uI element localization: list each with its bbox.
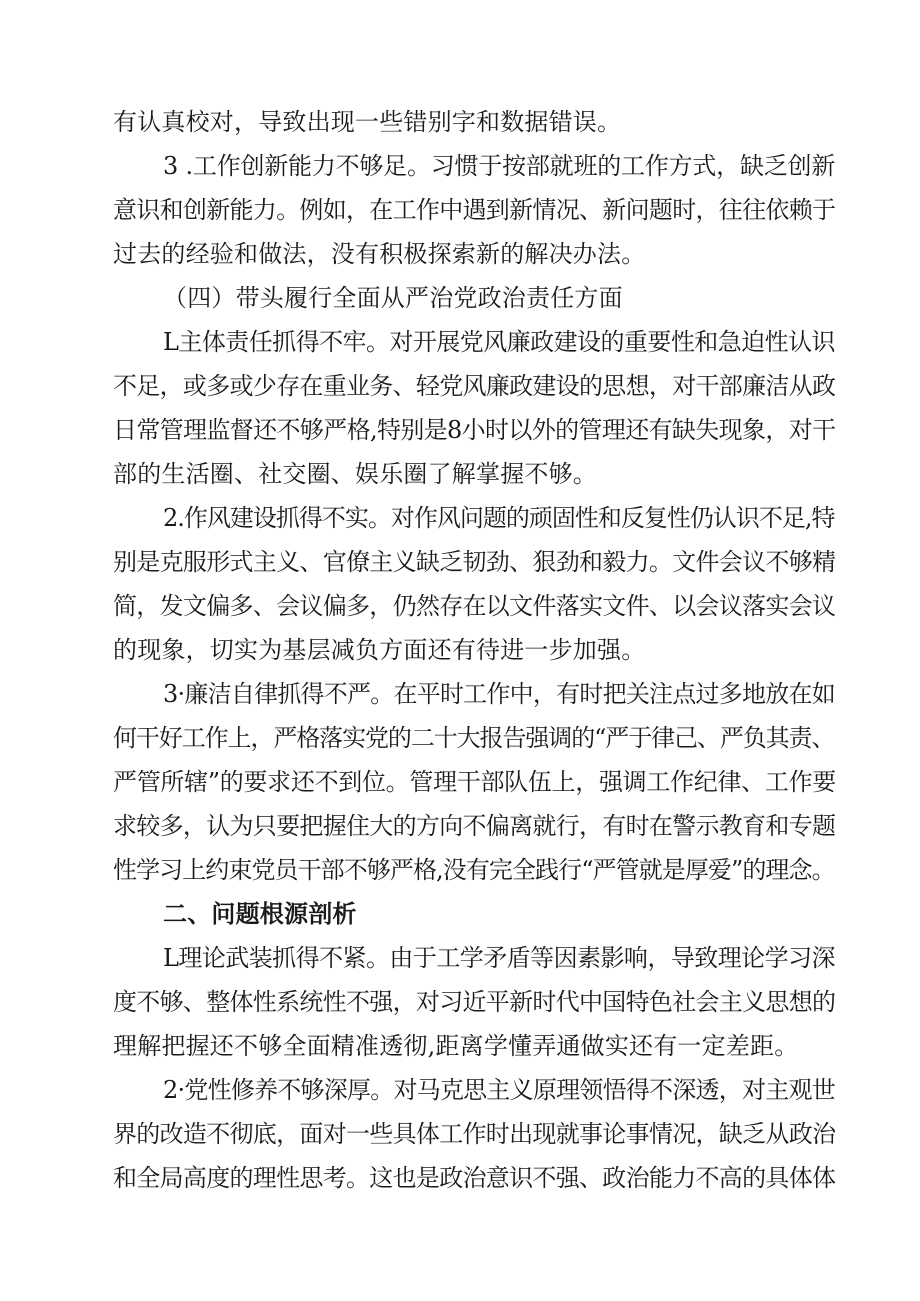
text-line: 理解把握还不够全面精准透彻,距离学懂弄通做实还有一定差距。 [113,1032,799,1060]
text-line: 2.作风建设抓得不实。对作风问题的顽固性和反复性仍认识不足,特 [163,504,835,532]
text-line: 界的改造不彻底，面对一些具体工作时出现就事论事情况，缺乏从政治 [113,1120,836,1148]
text-line: 的现象，切实为基层减负方面还有待进一步加强。 [113,636,646,664]
text-line: 日常管理监督还不够严格,特别是8小时以外的管理还有缺失现象，对干 [113,416,836,444]
section-heading: （四）带头履行全面从严治党政治责任方面 [163,284,623,312]
text-line: L理论武装抓得不紧。由于工学矛盾等因素影响，导致理论学习深 [163,944,835,972]
section-heading: 二、问题根源剖析 [163,900,357,928]
text-line: 意识和创新能力。例如，在工作中遇到新情况、新问题时，往往依赖于 [113,196,836,224]
text-line: 何干好工作上，严格落实党的二十大报告强调的“严于律己、严负其责、 [113,724,835,752]
text-line: 过去的经验和做法，没有积极探索新的解决办法。 [113,240,646,268]
text-line: 求较多，认为只要把握住大的方向不偏离就行，有时在警示教育和专题 [113,812,836,840]
text-line: 性学习上约束党员干部不够严格,没有完全践行“严管就是厚爱”的理念。 [113,856,835,884]
text-line: 3 .工作创新能力不够足。习惯于按部就班的工作方式，缺乏创新 [163,152,836,180]
text-line: 有认真校对，导致出现一些错别字和数据错误。 [113,108,622,136]
text-line: 度不够、整体性系统性不强，对习近平新时代中国特色社会主义思想的 [113,988,836,1016]
text-line: 3·廉洁自律抓得不严。在平时工作中，有时把关注点过多地放在如 [163,680,835,708]
text-line: 和全局高度的理性思考。这也是政治意识不强、政治能力不高的具体体 [113,1164,836,1192]
text-line: 2·党性修养不够深厚。对马克思主义原理领悟得不深透，对主观世 [163,1076,835,1104]
text-line: 简，发文偏多、会议偏多，仍然存在以文件落实文件、以会议落实会议 [113,592,836,620]
text-line: 不足，或多或少存在重业务、轻党风廉政建设的思想，对干部廉洁从政 [113,372,836,400]
text-line: 别是克服形式主义、官僚主义缺乏韧劲、狠劲和毅力。文件会议不够精 [113,548,836,576]
text-line: 严管所辖”的要求还不到位。管理干部队伍上，强调工作纪律、工作要 [113,768,836,796]
text-line: L主体责任抓得不牢。对开展党风廉政建设的重要性和急迫性认识 [163,328,835,356]
text-line: 部的生活圈、社交圈、娱乐圈了解掌握不够。 [113,460,597,488]
